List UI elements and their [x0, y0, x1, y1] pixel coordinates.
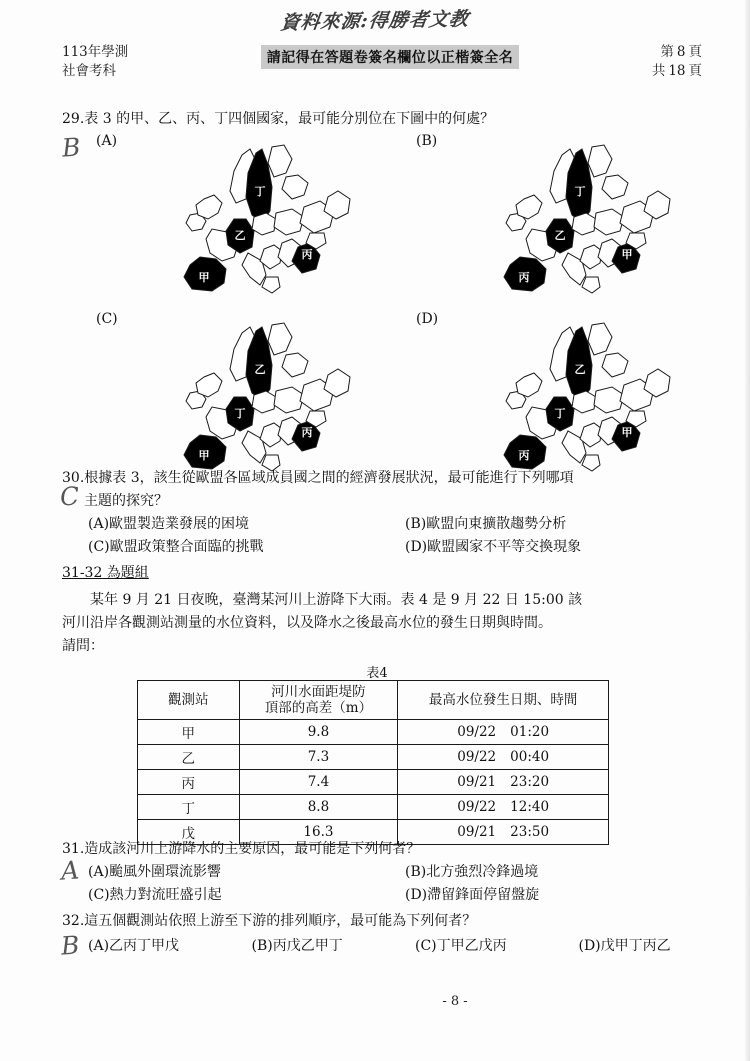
map-d-mark-sweden: 乙 — [574, 363, 586, 376]
table4-r2-height: 7.4 — [239, 770, 398, 795]
question-31-number: 31. — [62, 841, 85, 857]
map-choice-b[interactable] — [382, 133, 702, 303]
question-31-option-c[interactable]: (C)熱力對流旺盛引起 — [88, 887, 222, 903]
table4-header-station: 觀測站 — [138, 681, 240, 720]
page-suffix: 頁 — [688, 44, 702, 60]
table-row — [138, 720, 609, 745]
table4-r0-date: 09/22 — [457, 724, 497, 740]
question-32 — [60, 910, 742, 961]
map-a-mark-germany: 乙 — [234, 229, 246, 242]
handwritten-answer-32: B — [60, 930, 81, 961]
table4-r2-station: 丙 — [138, 770, 240, 795]
table4-header-row — [138, 681, 609, 720]
map-d-mark-spain: 丙 — [518, 449, 530, 462]
europe-map-b — [502, 137, 692, 297]
table4-r1-time: 00:40 — [510, 749, 550, 765]
table4-header-height — [239, 681, 398, 720]
total-pages-line — [652, 62, 702, 81]
map-choice-a-label: (A) — [96, 133, 118, 149]
question-30 — [62, 467, 722, 559]
exam-subject: 社會考科 — [62, 63, 116, 79]
question-29-stem — [62, 108, 722, 131]
table4-r4-station: 戊 — [138, 820, 240, 845]
question-30-number: 30. — [62, 470, 85, 486]
page-footer: - 8 - — [442, 994, 468, 1009]
table4-r1-station: 乙 — [138, 745, 240, 770]
table4-header-height-line2: 頂部的高差（m） — [264, 700, 373, 716]
table4-r0-height: 9.8 — [239, 720, 398, 745]
question-30-option-a[interactable]: (A)歐盟製造業發展的困境 — [88, 516, 250, 532]
table4-r1-height: 7.3 — [239, 745, 398, 770]
question-32-option-b[interactable]: (B)丙戊乙甲丁 — [251, 938, 343, 954]
map-c-mark-spain: 甲 — [198, 449, 210, 462]
exam-year: 113年學測 — [62, 44, 129, 60]
question-31-stem — [62, 838, 722, 861]
europe-map-a — [182, 137, 372, 297]
table4-r3-height: 8.8 — [239, 795, 398, 820]
map-a-mark-sweden: 丁 — [254, 185, 266, 198]
scan-edge-shadow — [744, 0, 750, 1061]
question-30-text-line1: 根據表 3，該生從歐盟各區域成員國之間的經濟發展狀況，最可能進行下列哪項 — [84, 470, 574, 486]
table4-r1-datetime — [398, 745, 609, 770]
question-32-option-d[interactable]: (D)戊甲丁丙乙 — [578, 938, 671, 954]
map-b-mark-sweden: 丁 — [574, 185, 586, 198]
question-30-option-b[interactable]: (B)歐盟向東擴散趨勢分析 — [405, 516, 567, 532]
table4-r2-time: 23:20 — [510, 774, 550, 790]
table4-r3-datetime — [398, 795, 609, 820]
table4-r0-datetime — [398, 720, 609, 745]
map-a-mark-spain: 甲 — [198, 271, 210, 284]
table4-header-height-line1: 河川水面距堤防 — [271, 684, 366, 700]
question-30-option-c[interactable]: (C)歐盟政策整合面臨的挑戰 — [88, 539, 264, 555]
map-row-bottom — [62, 311, 702, 481]
map-row-top — [62, 133, 702, 303]
table4-title: 表4 — [366, 666, 388, 681]
table4-r1-date: 09/22 — [457, 749, 497, 765]
question-32-text: 這五個觀測站依照上游至下游的排列順序，最可能為下列何者？ — [84, 913, 477, 929]
question-29-text: 表 3 的甲、乙、丙、丁四個國家，最可能分別位在下圖中的何處？ — [84, 111, 495, 127]
map-b-mark-greece: 甲 — [621, 248, 633, 261]
question-31-option-a[interactable]: (A)颱風外圍環流影響 — [88, 864, 222, 880]
map-choice-b-label: (B) — [416, 133, 438, 149]
table4-r2-date: 09/21 — [457, 774, 497, 790]
question-30-stem-line1 — [62, 467, 722, 490]
question-31 — [62, 838, 722, 907]
map-c-mark-germany: 丁 — [234, 407, 246, 420]
page-header — [62, 43, 702, 81]
table4-r4-time: 23:50 — [510, 824, 550, 840]
map-d-mark-greece: 甲 — [621, 426, 633, 439]
group-passage-line2: 河川沿岸各觀測站測量的水位資料，以及降水之後最高水位的發生日期與時間。 — [62, 615, 552, 631]
group-passage-line1: 某年 9 月 21 日夜晚，臺灣某河川上游降下大雨。表 4 是 9 月 22 日 15:00 該 — [90, 592, 583, 608]
group-heading: 31-32 為題組 — [62, 565, 149, 581]
question-31-options — [88, 861, 722, 907]
source-watermark: 資料來源:得勝者文教 — [279, 8, 471, 34]
total-suffix: 頁 — [688, 63, 702, 79]
table4 — [137, 680, 609, 845]
page-counter — [652, 43, 702, 81]
table-row — [138, 770, 609, 795]
page-number: 8 — [676, 44, 686, 60]
question-31-option-b[interactable]: (B)北方強烈冷鋒過境 — [405, 864, 539, 880]
table4-r0-station: 甲 — [138, 720, 240, 745]
table4-r0-time: 01:20 — [510, 724, 550, 740]
question-31-text: 造成該河川上游降水的主要原因，最可能是下列何者？ — [84, 841, 421, 857]
question-30-options — [88, 513, 722, 559]
table4-r4-date: 09/21 — [457, 824, 497, 840]
map-choice-a[interactable] — [62, 133, 382, 303]
table4-r3-date: 09/22 — [457, 799, 497, 815]
table-row — [138, 795, 609, 820]
map-c-mark-greece: 丙 — [301, 426, 313, 439]
table4-r4-height: 16.3 — [239, 820, 398, 845]
map-choice-d-label: (D) — [416, 311, 439, 327]
question-32-option-a[interactable]: (A)乙丙丁甲戊 — [88, 938, 180, 954]
table4-r3-time: 12:40 — [510, 799, 550, 815]
question-group-31-32 — [62, 562, 722, 658]
total-prefix: 共 — [651, 63, 666, 79]
current-page-line — [652, 43, 702, 62]
question-29-map-choices — [62, 133, 702, 481]
map-choice-c-label: (C) — [96, 311, 118, 327]
question-32-option-c[interactable]: (C)丁甲乙戊丙 — [415, 938, 507, 954]
table4-r3-station: 丁 — [138, 795, 240, 820]
handwritten-answer-31: A — [60, 855, 81, 886]
exam-identity — [62, 43, 128, 81]
handwritten-answer-30: C — [59, 481, 81, 512]
map-b-mark-spain: 丙 — [518, 271, 530, 284]
question-32-stem — [62, 910, 742, 933]
total-pages: 18 — [668, 63, 686, 79]
table4-r2-datetime — [398, 770, 609, 795]
page-prefix: 第 — [660, 44, 674, 60]
question-32-number: 32. — [62, 913, 85, 929]
signature-reminder-banner: 請記得在答題卷簽名欄位以正楷簽全名 — [261, 45, 520, 69]
map-choice-d[interactable] — [382, 311, 702, 481]
question-29 — [62, 108, 722, 131]
europe-map-d — [502, 315, 692, 475]
europe-map-c — [182, 315, 372, 475]
map-d-mark-germany: 丁 — [554, 407, 566, 420]
map-choice-c[interactable] — [62, 311, 382, 481]
table4-header-peak-time: 最高水位發生日期、時間 — [398, 681, 609, 720]
map-a-mark-greece: 丙 — [301, 248, 313, 261]
map-b-mark-germany: 乙 — [554, 229, 566, 242]
question-29-number: 29. — [62, 111, 85, 127]
group-passage-line3: 請問： — [62, 638, 104, 654]
handwritten-answer-29: B — [61, 132, 82, 163]
question-30-option-d[interactable]: (D)歐盟國家不平等交換現象 — [405, 539, 582, 555]
table-row — [138, 745, 609, 770]
question-30-stem-line2: 主題的探究？ — [84, 493, 168, 509]
question-32-options — [88, 935, 742, 958]
question-31-option-d[interactable]: (D)滯留鋒面停留盤旋 — [405, 887, 540, 903]
map-c-mark-sweden: 乙 — [254, 363, 266, 376]
